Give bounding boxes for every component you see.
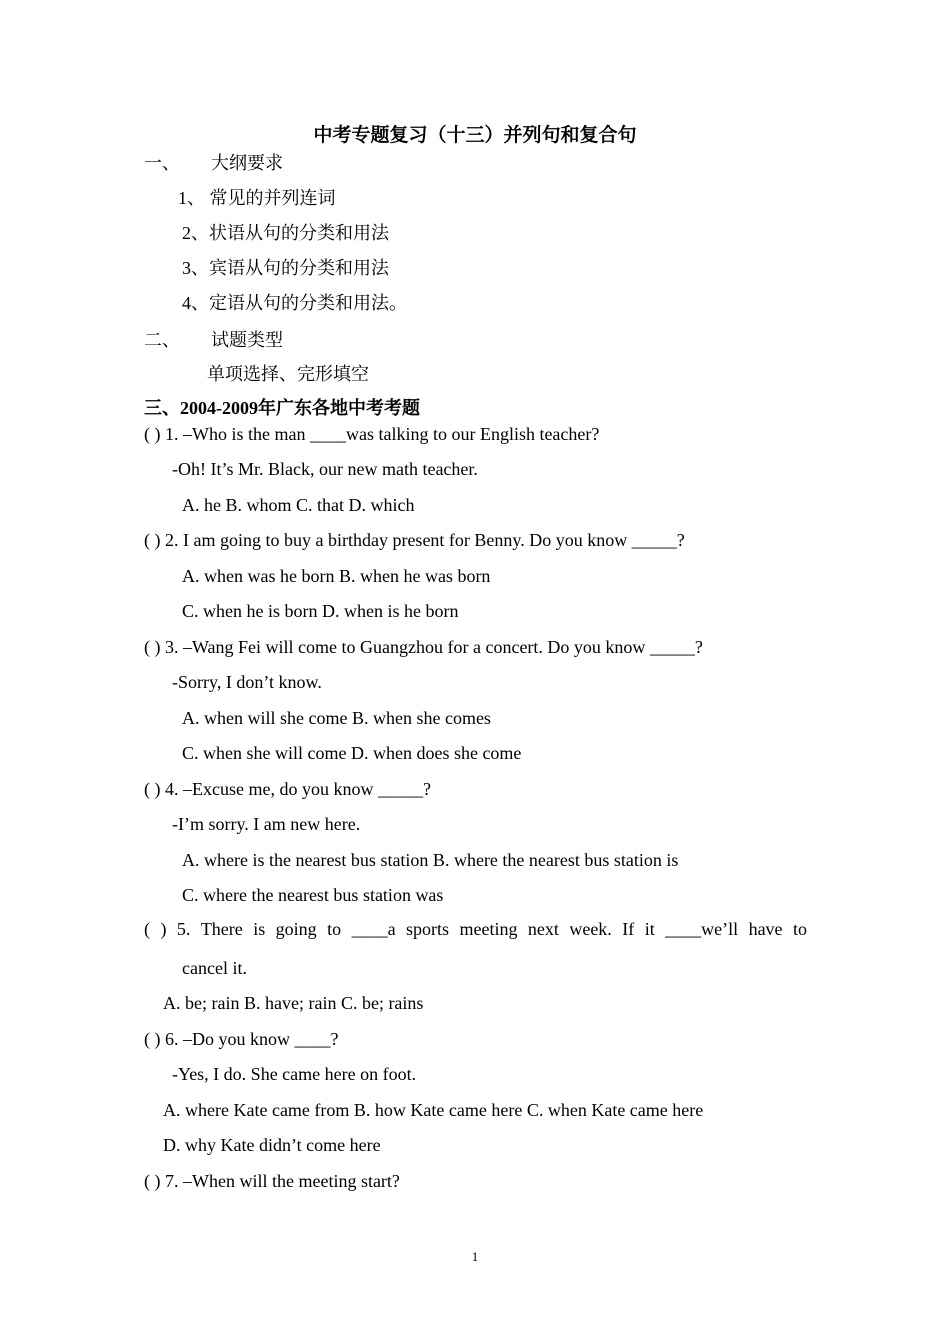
- section-3-heading: 2004-2009年广东各地中考考题: [180, 398, 420, 418]
- q5-word: have: [748, 919, 783, 939]
- q5-word: next: [527, 919, 559, 939]
- q5-word: is: [253, 919, 266, 939]
- question-3-reply: -Sorry, I don’t know.: [172, 672, 322, 692]
- question-3-options-2: C. when she will come D. when does she come: [182, 743, 522, 763]
- q5-word: ____a: [351, 919, 396, 939]
- q5-word: 5.: [176, 919, 191, 939]
- section-2-number: 二、: [144, 330, 180, 350]
- q5-word: meeting: [459, 919, 518, 939]
- page-number: 1: [471, 1249, 479, 1264]
- question-1-options: A. he B. whom C. that D. which: [182, 495, 415, 515]
- section-1-item-3: 3、宾语从句的分类和用法: [182, 258, 389, 278]
- q5-word: to: [327, 919, 342, 939]
- question-6-stem: ( ) 6. –Do you know ____?: [144, 1029, 339, 1049]
- question-4-reply: -I’m sorry. I am new here.: [172, 814, 361, 834]
- question-4-options-1: A. where is the nearest bus station B. where the nearest bus station is: [182, 850, 679, 870]
- question-2-stem: ( ) 2. I am going to buy a birthday present for Benny. Do you know _____?: [144, 530, 685, 550]
- question-6-options-1: A. where Kate came from B. how Kate came here C. when Kate came here: [163, 1100, 704, 1120]
- q5-word: (: [144, 919, 150, 939]
- question-4-options-2: C. where the nearest bus station was: [182, 885, 444, 905]
- section-1-item-2: 2、状语从句的分类和用法: [182, 223, 389, 243]
- question-2-options-1: A. when was he born B. when he was born: [182, 566, 491, 586]
- question-3-stem: ( ) 3. –Wang Fei will come to Guangzhou for a concert. Do you know _____?: [144, 637, 703, 657]
- q5-word: ____we’ll: [665, 919, 739, 939]
- q5-word: There: [200, 919, 243, 939]
- q5-word: sports: [406, 919, 450, 939]
- section-3-number: 三、: [144, 398, 180, 418]
- q5-word: to: [792, 919, 807, 939]
- question-5-options: A. be; rain B. have; rain C. be; rains: [163, 993, 424, 1013]
- question-3-options-1: A. when will she come B. when she comes: [182, 708, 491, 728]
- document-title: 中考专题复习（十三）并列句和复合句: [313, 125, 637, 146]
- section-1-number: 一、: [144, 153, 180, 173]
- q5-word: If: [622, 919, 635, 939]
- question-1-stem: ( ) 1. –Who is the man ____was talking to our English teacher?: [144, 424, 600, 444]
- question-7-stem: ( ) 7. –When will the meeting start?: [144, 1171, 400, 1191]
- section-1-item-1: 1、 常见的并列连词: [178, 188, 336, 208]
- section-2-item-1: 单项选择、完形填空: [207, 364, 369, 384]
- section-1-heading: 大纲要求: [211, 153, 283, 173]
- section-3-heading-line: [144, 396, 420, 420]
- question-6-options-2: D. why Kate didn’t come here: [163, 1135, 381, 1155]
- question-2-options-2: C. when he is born D. when is he born: [182, 601, 459, 621]
- section-1-item-4: 4、定语从句的分类和用法。: [182, 293, 407, 313]
- question-6-reply: -Yes, I do. She came here on foot.: [172, 1064, 417, 1084]
- q5-word: week.: [569, 919, 612, 939]
- question-4-stem: ( ) 4. –Excuse me, do you know _____?: [144, 779, 431, 799]
- q5-word: it: [644, 919, 655, 939]
- question-5-stem: [144, 917, 807, 941]
- question-5-stem-continued: cancel it.: [182, 958, 247, 978]
- section-2-heading: 试题类型: [211, 330, 283, 350]
- q5-word: going: [275, 919, 317, 939]
- q5-word: ): [160, 919, 167, 939]
- question-1-reply: -Oh! It’s Mr. Black, our new math teacher.: [172, 459, 478, 479]
